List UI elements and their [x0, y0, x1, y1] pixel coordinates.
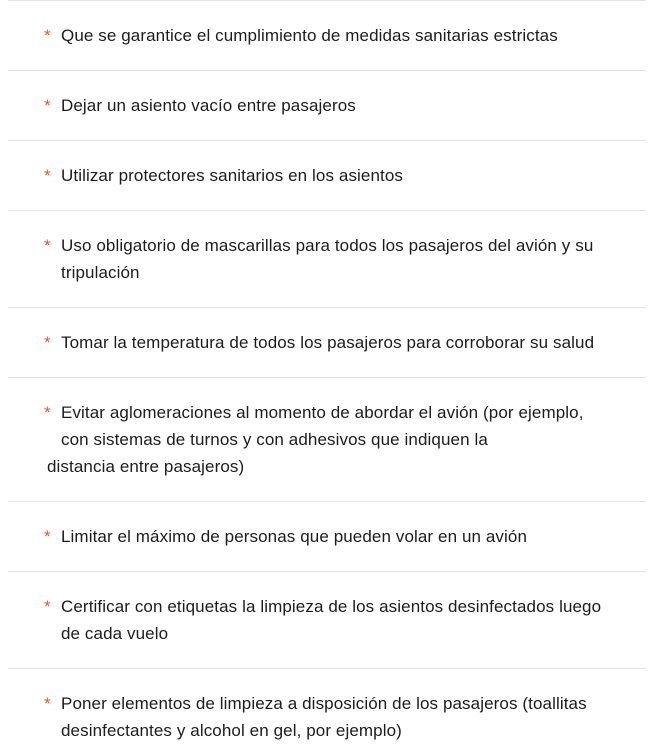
list-item — [8, 0, 646, 70]
bullet-icon: * — [44, 694, 51, 713]
list-item-text-line-1: Evitar aglomeraciones al momento de abordar el avión (por ejemplo, con sistemas de turnos y con adhesivos que indiquen la — [61, 403, 584, 449]
bullet-icon: * — [44, 166, 51, 185]
list-item-text-line-1: Poner elementos de limpieza a disposición de los pasajeros — [61, 694, 518, 713]
list-item-text: Utilizar protectores sanitarios en los asientos — [61, 166, 404, 185]
bullet-icon: * — [44, 403, 51, 422]
bullet-icon: * — [44, 236, 51, 255]
list-item-text: Certificar con etiquetas la limpieza de los asientos desinfectados luego de cada vuelo — [61, 597, 602, 643]
list-item — [8, 210, 646, 307]
bullet-icon: * — [44, 26, 51, 45]
bullet-icon: * — [44, 96, 51, 115]
list-item-text — [61, 690, 612, 744]
list-item-text: Tomar la temperatura de todos los pasajeros para corroborar su salud — [61, 333, 595, 352]
bullet-icon: * — [44, 597, 51, 616]
list-item-text: Que se garantice el cumplimiento de medidas sanitarias estrictas — [61, 26, 558, 45]
sanitary-measures-list — [8, 0, 646, 744]
list-item — [8, 501, 646, 571]
bullet-icon: * — [44, 527, 51, 546]
list-item — [8, 571, 646, 668]
list-item — [8, 140, 646, 210]
bullet-icon: * — [44, 333, 51, 352]
list-item-text-line-2: (toallitas desinfectantes y alcohol en gel, por ejemplo) — [61, 694, 587, 740]
list-item-text — [47, 399, 612, 480]
list-item — [8, 377, 646, 501]
list-item — [8, 70, 646, 140]
list-item-text-line-2: distancia entre pasajeros) — [47, 457, 245, 476]
list-item-text: Uso obligatorio de mascarillas para todos los pasajeros del avión y su tripulación — [61, 236, 594, 282]
list-item — [8, 307, 646, 377]
list-item-text: Dejar un asiento vacío entre pasajeros — [61, 96, 356, 115]
list-item — [8, 668, 646, 744]
list-item-text: Limitar el máximo de personas que pueden volar en un avión — [61, 527, 528, 546]
